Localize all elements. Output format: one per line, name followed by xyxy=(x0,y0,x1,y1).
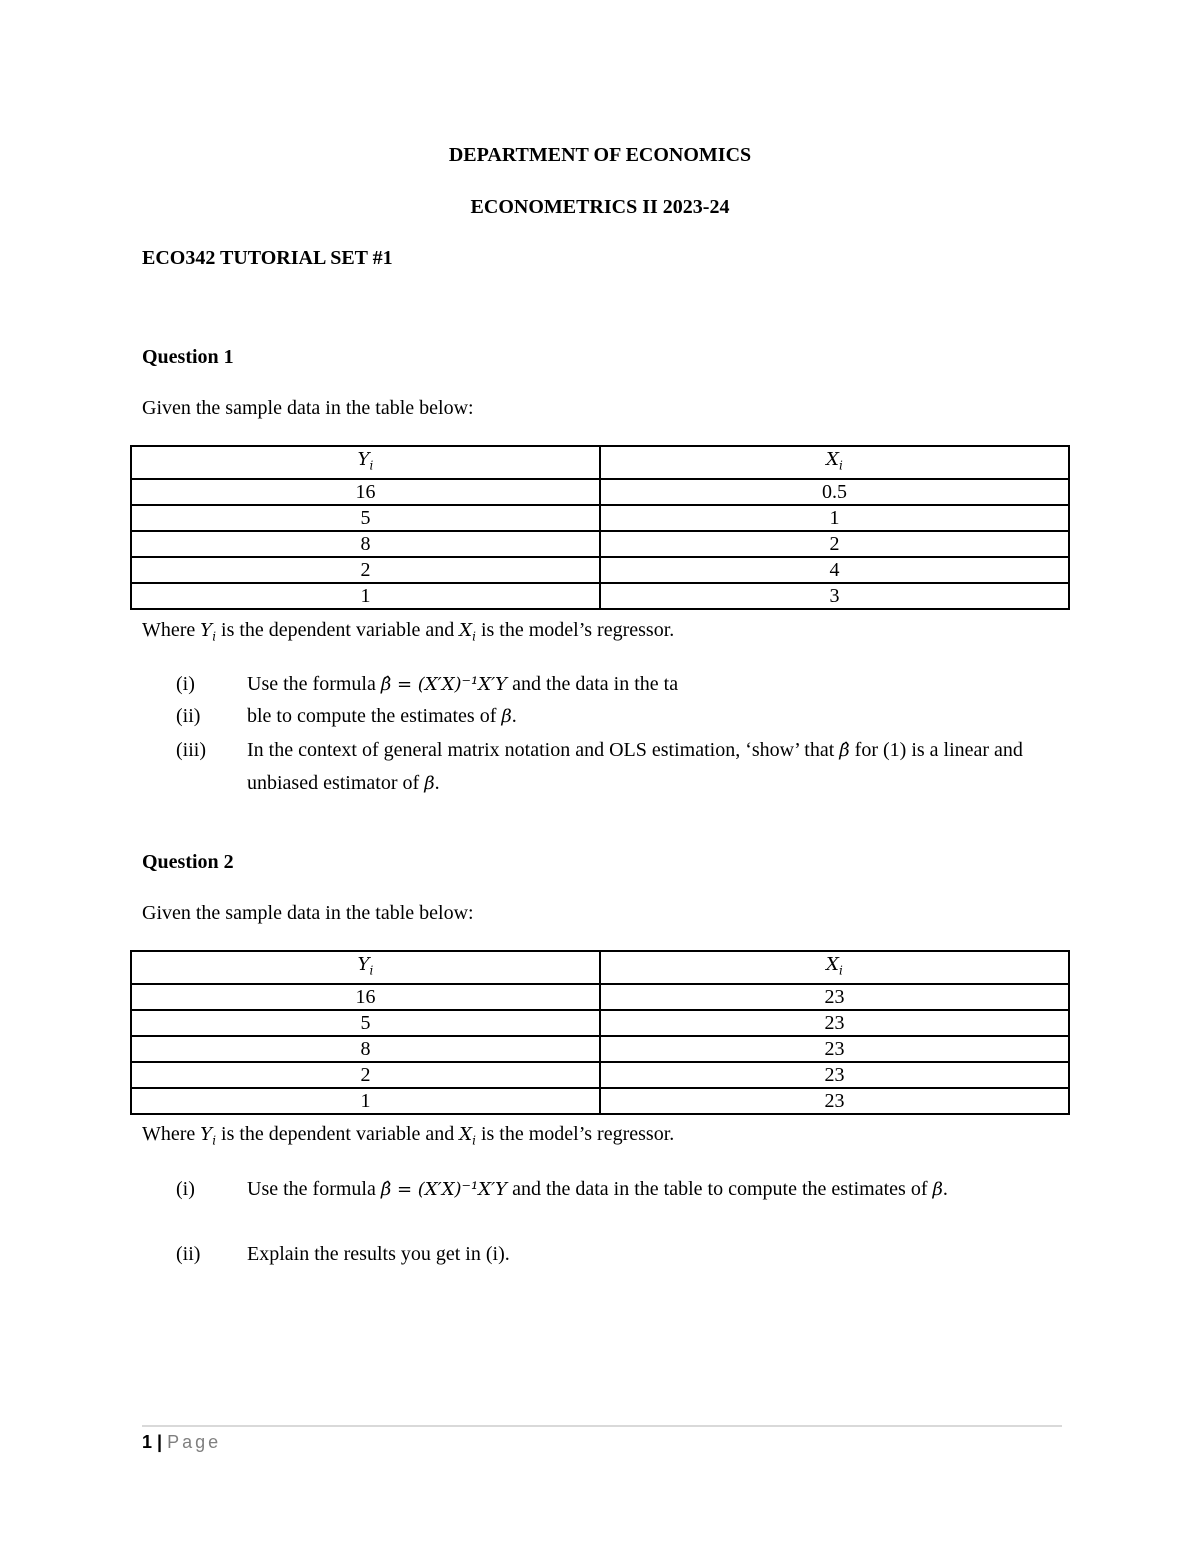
cell-y: 8 xyxy=(131,1036,600,1062)
item-number: (ii) xyxy=(176,1243,201,1265)
cell-x: 23 xyxy=(600,984,1069,1010)
question-2-data-table xyxy=(130,950,1070,1115)
question-1-title: Question 1 xyxy=(142,346,234,368)
cell-x: 0.5 xyxy=(600,479,1069,505)
table-row xyxy=(131,1088,1069,1114)
table-row xyxy=(131,479,1069,505)
item-number: (i) xyxy=(176,673,195,695)
table-row xyxy=(131,1036,1069,1062)
column-header-y: $Y_i$ xyxy=(131,951,600,984)
column-header-y: $Y_i$ xyxy=(131,446,600,479)
table-row xyxy=(131,1010,1069,1036)
cell-x: 23 xyxy=(600,1062,1069,1088)
table-row xyxy=(131,531,1069,557)
footer-separator: | xyxy=(152,1432,168,1452)
cell-y: 1 xyxy=(131,1088,600,1114)
cell-x: 23 xyxy=(600,1036,1069,1062)
table-header-row xyxy=(131,951,1069,984)
table-row xyxy=(131,583,1069,609)
table-row xyxy=(131,557,1069,583)
cell-x: 1 xyxy=(600,505,1069,531)
cell-y: 5 xyxy=(131,505,600,531)
question-1-data-table xyxy=(130,445,1070,610)
page-label: Page xyxy=(167,1432,222,1452)
question-1-where-note: Where $Y_i$ is the dependent variable and $X_i$ is the model’s regressor. xyxy=(142,619,675,644)
cell-y: 16 xyxy=(131,479,600,505)
cell-y: 1 xyxy=(131,583,600,609)
cell-y: 8 xyxy=(131,531,600,557)
table-header-row xyxy=(131,446,1069,479)
cell-x: 23 xyxy=(600,1010,1069,1036)
cell-x: 4 xyxy=(600,557,1069,583)
question-2-where-note: Where $Y_i$ is the dependent variable and $X_i$ is the model’s regressor. xyxy=(142,1123,675,1148)
table-row xyxy=(131,505,1069,531)
item-text: ble to compute the estimates of β. xyxy=(247,705,517,727)
item-text: In the context of general matrix notation and OLS estimation, ‘show’ that β̂ for (1) is a linear and unbiased estimator of β. xyxy=(247,739,1023,794)
cell-y: 5 xyxy=(131,1010,600,1036)
cell-x: 23 xyxy=(600,1088,1069,1114)
item-number: (ii) xyxy=(176,705,201,727)
question-2-intro: Given the sample data in the table below: xyxy=(142,902,474,924)
column-header-x: $X_i$ xyxy=(600,951,1069,984)
page-number: 1 xyxy=(142,1432,153,1452)
department-title: DEPARTMENT OF ECONOMICS xyxy=(448,144,752,166)
tutorial-set-title: ECO342 TUTORIAL SET #1 xyxy=(142,247,393,269)
item-text: Use the formula β̂ = (X′X)⁻¹X′Y and the data in the table to compute the estimates of β. xyxy=(247,1178,948,1200)
cell-y: 16 xyxy=(131,984,600,1010)
footer-divider xyxy=(142,1425,1062,1427)
cell-y: 2 xyxy=(131,1062,600,1088)
table-row xyxy=(131,1062,1069,1088)
cell-y: 2 xyxy=(131,557,600,583)
course-title: ECONOMETRICS II 2023-24 xyxy=(470,196,730,218)
item-number: (iii) xyxy=(176,739,206,761)
table-row xyxy=(131,984,1069,1010)
question-1-intro: Given the sample data in the table below: xyxy=(142,397,474,419)
item-text: Use the formula β̂ = (X′X)⁻¹X′Y and the data in the ta xyxy=(247,673,679,695)
question-2-title: Question 2 xyxy=(142,851,234,873)
column-header-x: $X_i$ xyxy=(600,446,1069,479)
item-number: (i) xyxy=(176,1178,195,1200)
cell-x: 2 xyxy=(600,531,1069,557)
item-text: Explain the results you get in (i). xyxy=(247,1243,510,1265)
cell-x: 3 xyxy=(600,583,1069,609)
page-footer xyxy=(142,1432,221,1453)
